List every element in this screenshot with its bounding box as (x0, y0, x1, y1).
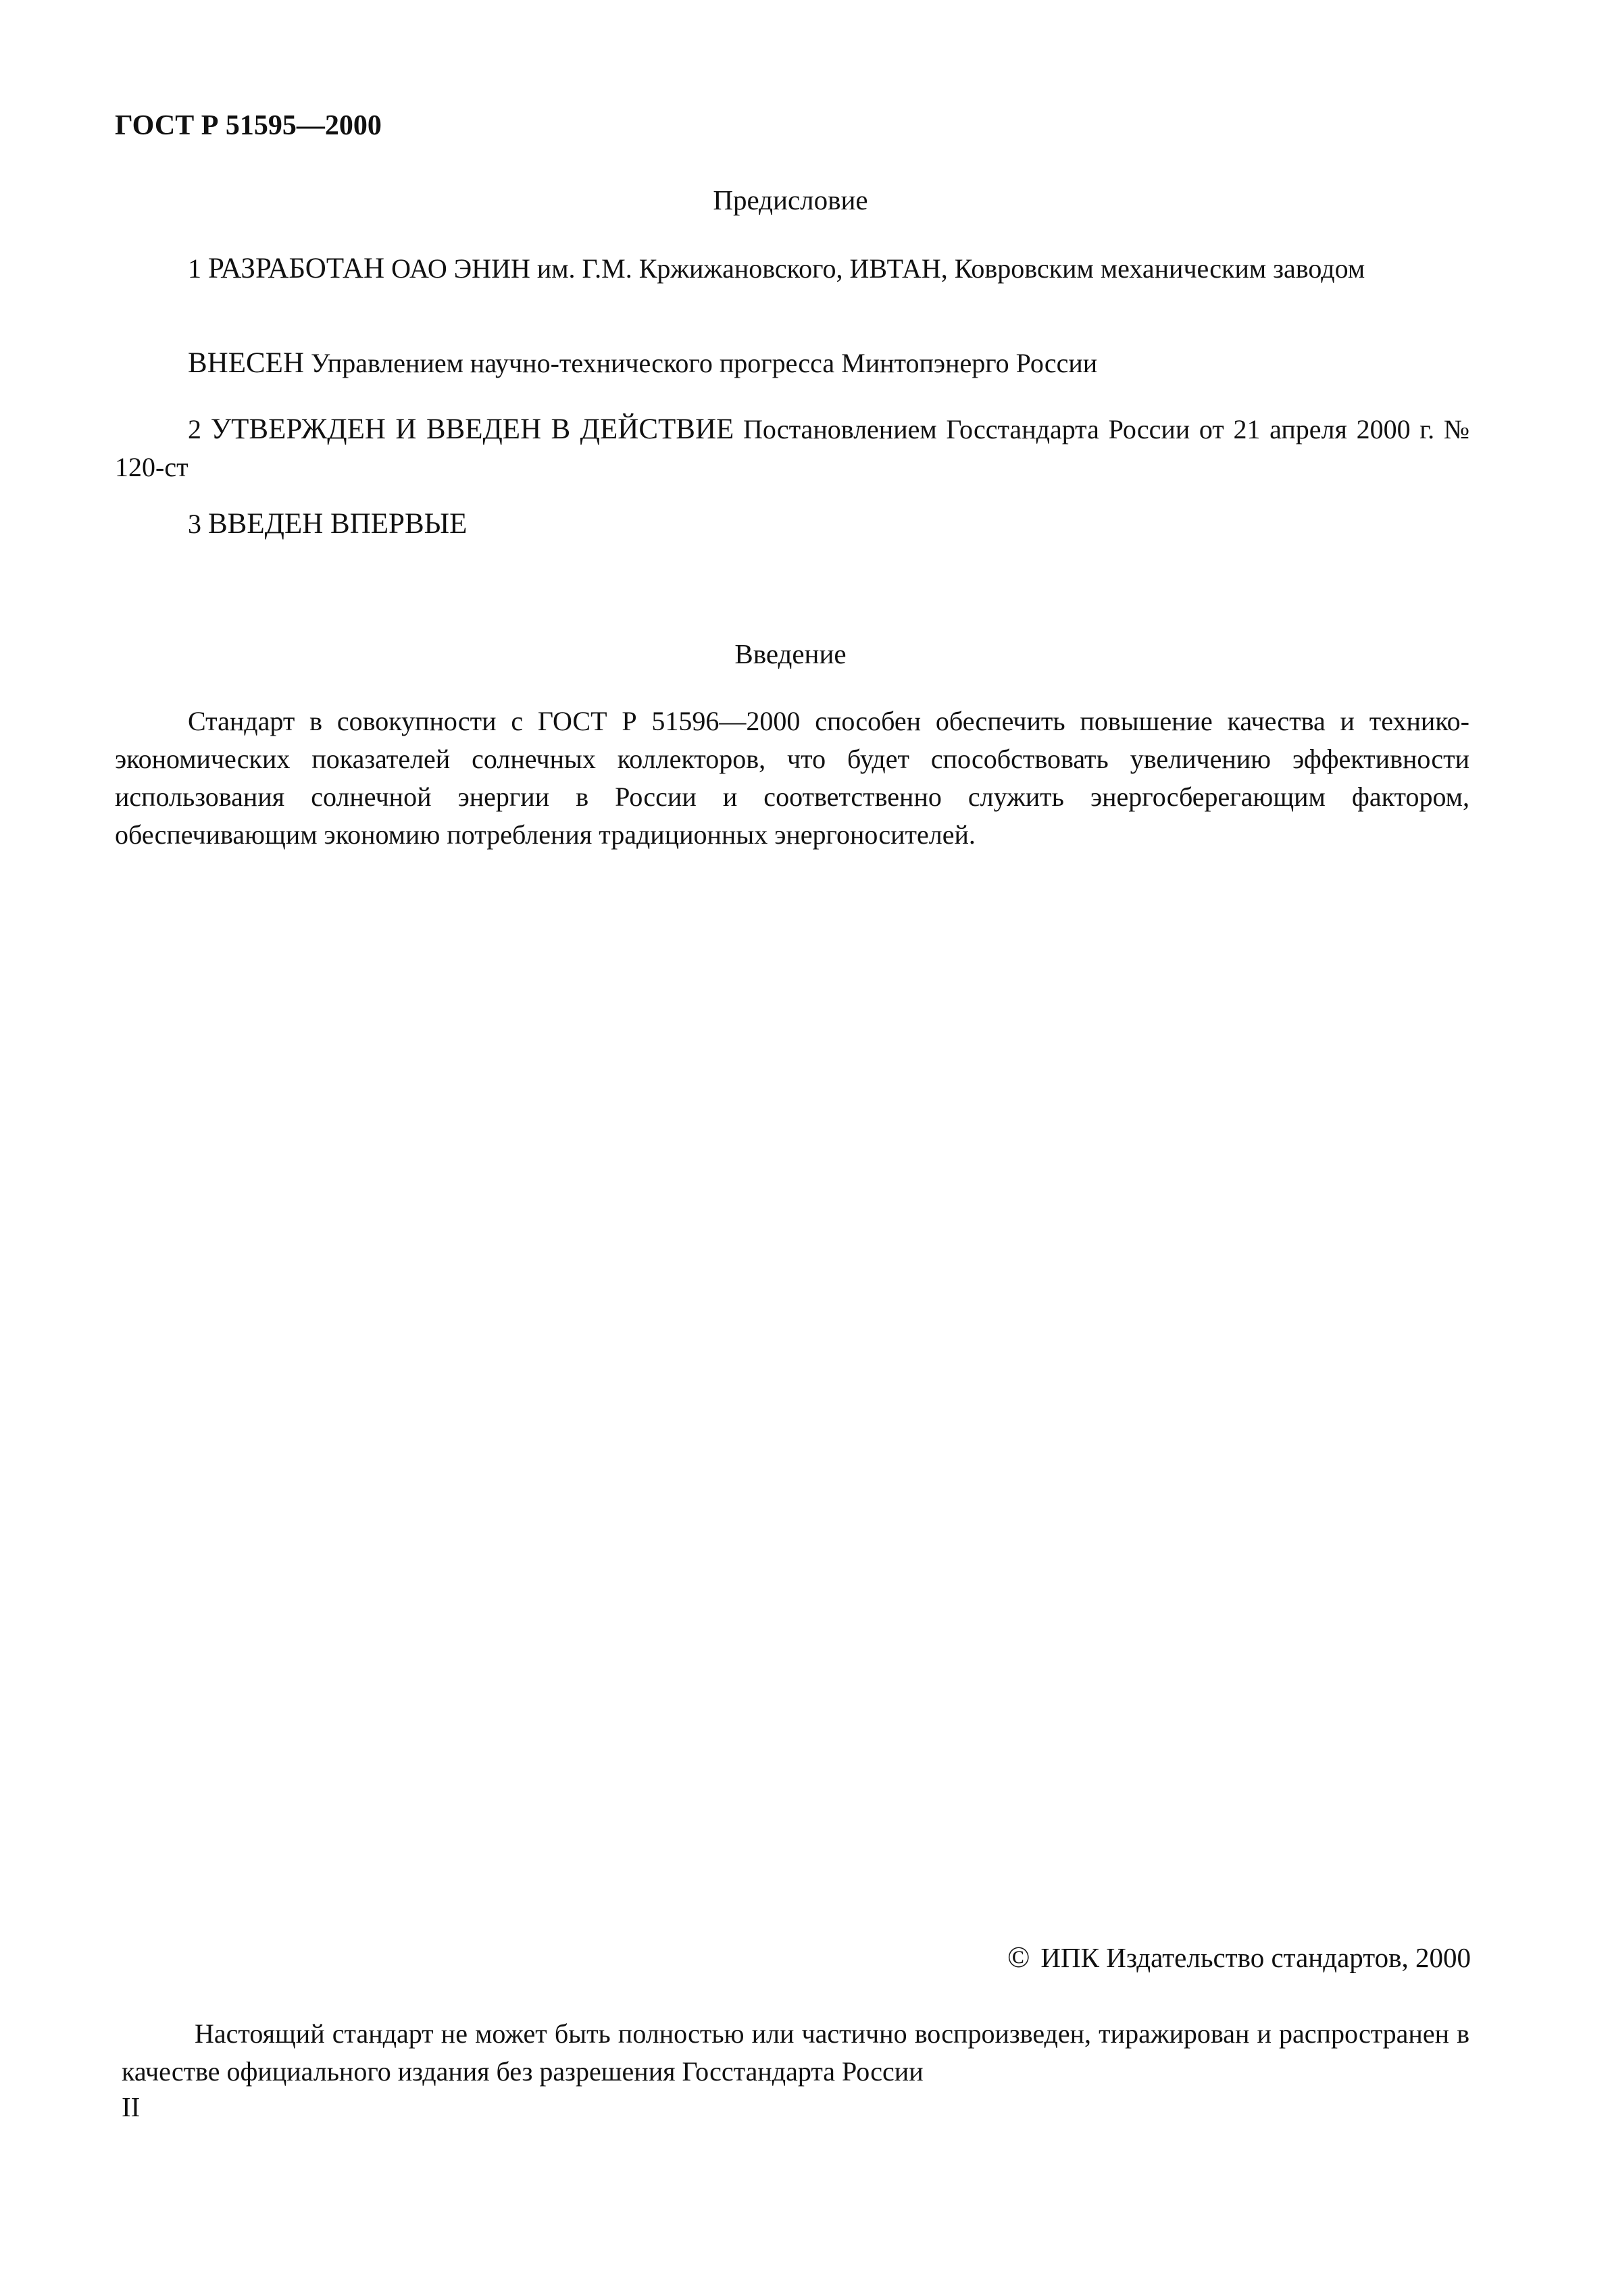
item-caps: РАЗРАБОТАН (208, 253, 385, 284)
item-caps: ВНЕСЕН (188, 347, 304, 379)
foreword-item-2 (115, 411, 1469, 486)
item-number: 3 (188, 509, 201, 539)
introduction-text: Стандарт в совокупности с ГОСТ Р 51596—2000 способен обеспечить повышение качества и технико-экономических показателей солнечных коллекторов, что будет способствовать увеличению эффективности использования солнечной энергии в России и соответственно служить энергосберегающим фактором, обеспечивающим экономию потребления традиционных энергоносителей. (115, 706, 1469, 850)
foreword-item-submitted (115, 345, 1469, 382)
item-text: Постановлением Госстандарта России от 21 апреля 2000 г. № 120-ст (115, 414, 1469, 482)
item-text: Управлением научно-технического прогресса Минтопэнерго России (311, 348, 1098, 378)
document-code: ГОСТ Р 51595—2000 (115, 110, 382, 141)
foreword-item-1 (115, 250, 1469, 288)
item-caps: УТВЕРЖДЕН И ВВЕДЕН В ДЕЙСТВИЕ (210, 413, 734, 445)
foreword-item-3 (115, 505, 1469, 543)
reproduction-notice: Настоящий стандарт не может быть полностью или частично воспроизведен, тиражирован и распространен в качестве официального издания без разрешения Госстандарта России (122, 2018, 1469, 2087)
item-caps: ВВЕДЕН ВПЕРВЫЕ (208, 508, 468, 540)
item-number: 1 (188, 253, 201, 284)
introduction-title: Введение (734, 638, 847, 669)
item-number: 2 (188, 414, 201, 444)
copyright-line (1007, 1940, 1471, 1974)
foreword-title: Предисловие (713, 184, 868, 215)
copyright-symbol: © (1007, 1941, 1030, 1974)
item-text: ОАО ЭНИН им. Г.М. Кржижановского, ИВТАН, Ковровским механическим заводом (391, 253, 1365, 284)
copyright-text: ИПК Издательство стандартов, 2000 (1040, 1942, 1471, 1973)
page-number: II (122, 2091, 141, 2122)
